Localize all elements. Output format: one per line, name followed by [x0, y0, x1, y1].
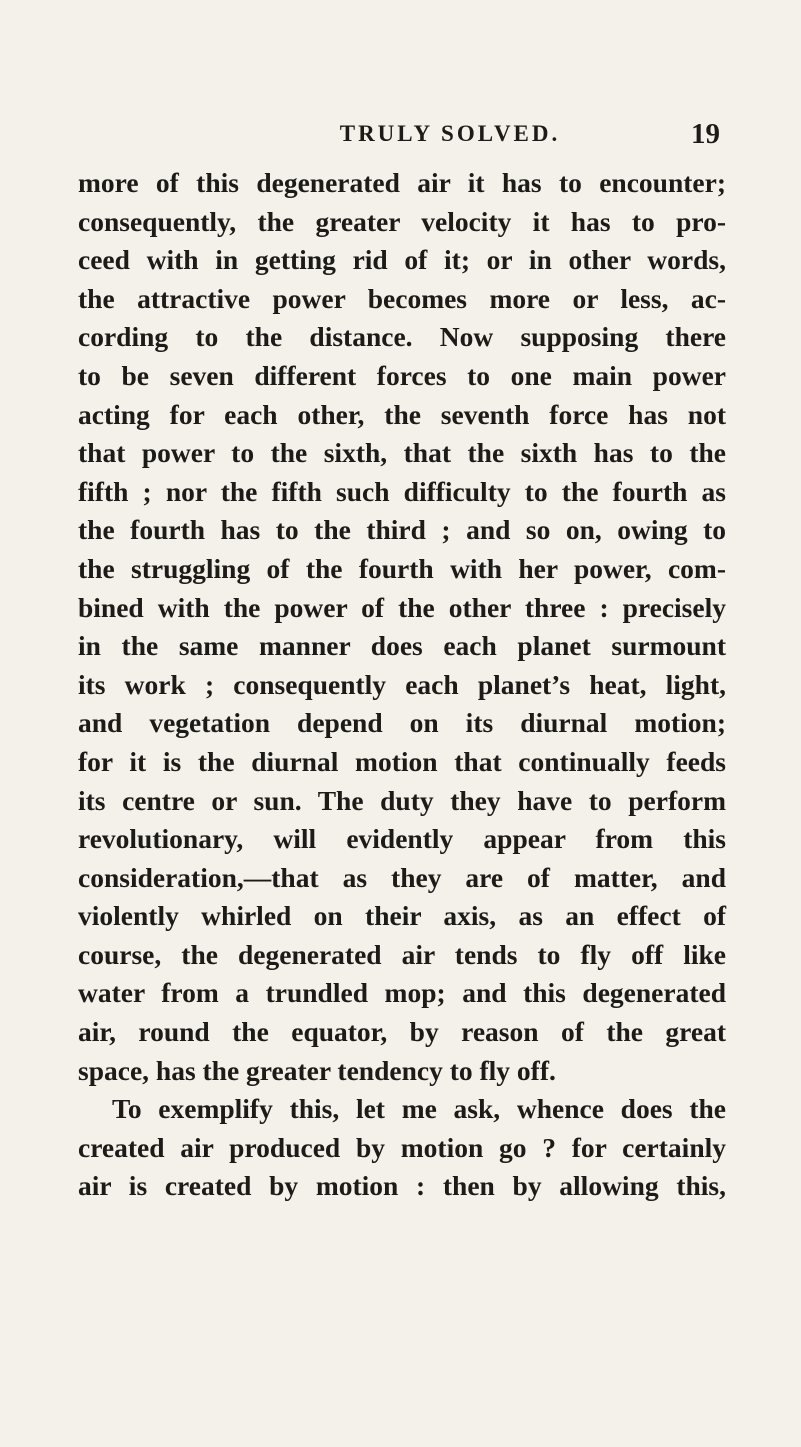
text-line: the fourth has to the third ; and so on, owing to	[78, 514, 726, 546]
body-text	[78, 164, 726, 1206]
text-line: air is created by motion : then by allowing this,	[78, 1170, 726, 1202]
text-line: consideration,—that as they are of matter, and	[78, 861, 726, 893]
text-line: more of this degenerated air it has to encounter;	[78, 167, 726, 198]
paragraph-first-line: To exemplify this, let me ask, whence does the	[112, 1093, 726, 1125]
text-line: course, the degenerated air tends to fly off like	[78, 938, 726, 970]
text-line: created air produced by motion go ? for certainly	[78, 1131, 726, 1163]
running-head	[220, 116, 720, 152]
text-line: bined with the power of the other three : precisely	[78, 591, 726, 623]
text-line: violently whirled on their axis, as an effect of	[78, 900, 726, 932]
text-line: cording to the distance. Now supposing there	[78, 321, 726, 353]
text-line: and vegetation depend on its diurnal motion;	[78, 707, 726, 739]
paragraph-last-line: space, has the greater tendency to fly off.	[78, 1054, 556, 1086]
text-line: its centre or sun. The duty they have to perform	[78, 784, 726, 816]
page-number: 19	[691, 118, 720, 150]
text-line: air, round the equator, by reason of the great	[78, 1016, 726, 1048]
text-line: that power to the sixth, that the sixth has to the	[78, 437, 726, 469]
text-line: acting for each other, the seventh force has not	[78, 398, 726, 430]
text-line: fifth ; nor the fifth such difficulty to the fourth as	[78, 475, 726, 507]
text-line: the attractive power becomes more or less, ac-	[78, 282, 726, 314]
text-line: its work ; consequently each planet’s heat, light,	[78, 668, 726, 700]
text-line: for it is the diurnal motion that continually feeds	[78, 745, 726, 777]
text-line: ceed with in getting rid of it; or in other words,	[78, 244, 726, 276]
text-line: revolutionary, will evidently appear from this	[78, 823, 726, 855]
text-line: the struggling of the fourth with her power, com-	[78, 552, 726, 584]
text-line: water from a trundled mop; and this degenerated	[78, 977, 726, 1009]
running-title: TRULY SOLVED.	[339, 121, 561, 146]
text-line: in the same manner does each planet surmount	[78, 630, 726, 662]
text-line: consequently, the greater velocity it has to pro-	[78, 205, 726, 237]
text-line: to be seven different forces to one main power	[78, 359, 726, 391]
